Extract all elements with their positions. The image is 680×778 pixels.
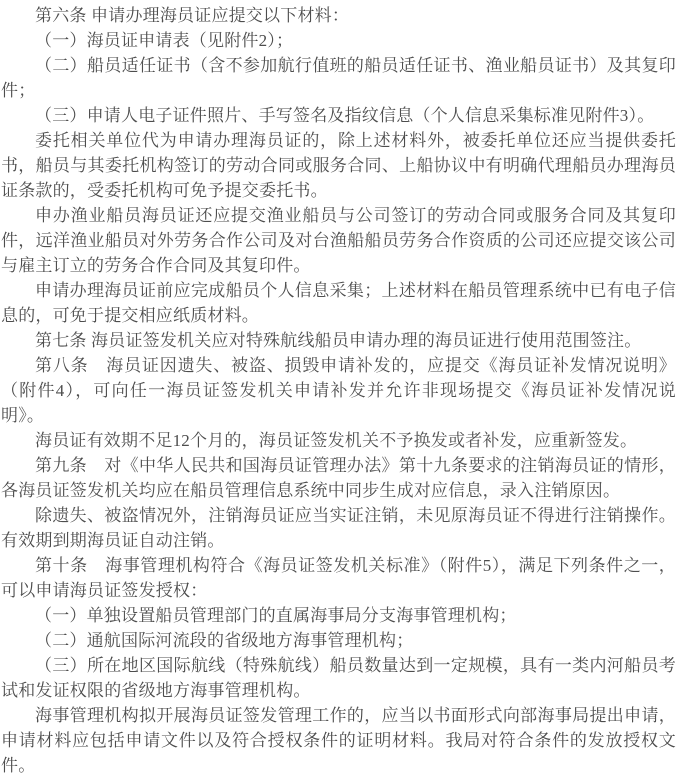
para-validity-12-months: 海员证有效期不足12个月的，海员证签发机关不予换发或者补发，应重新签发。 [35, 431, 638, 450]
article-10: 第十条 海事管理机构符合《海员证签发机关标准》（附件5），满足下列条件之一，可以申请海员证签发授权： [1, 556, 676, 600]
article-10-item-1: （一）单独设置船员管理部门的直属海事局分支海事管理机构； [35, 606, 517, 625]
para-entrusted-units: 委托相关单位代为申请办理海员证的，除上述材料外，被委托单位还应当提供委托书，船员与其委托机构签订的劳动合同或服务合同、上船协议中有明确代理船员办理海员证条款的，受委托机构可免予提交委托书。 [1, 131, 676, 200]
article-6-item-3: （三）申请人电子证件照片、手写签名及指纹信息（个人信息采集标准见附件3）。 [35, 106, 655, 125]
article-7: 第七条 海员证签发机关应对特殊航线船员申请办理的海员证进行使用范围签注。 [35, 331, 642, 350]
para-fishery-seafarers: 申办渔业船员海员证还应提交渔业船员与公司签订的劳动合同或服务合同及其复印件，远洋渔业船员对外劳务合作公司及对台渔船船员劳务合作资质的公司还应提交该公司与雇主订立的劳务合作合同及其复印件。 [1, 206, 676, 275]
article-10-item-2: （二）通航国际河流段的省级地方海事管理机构； [35, 631, 414, 650]
para-authorization-apply: 海事管理机构拟开展海员证签发管理工作的，应当以书面形式向部海事局提出申请，申请材料应包括申请文件以及符合授权条件的证明材料。我局对符合条件的发放授权文件。 [1, 706, 676, 775]
article-6-intro: 第六条 申请办理海员证应提交以下材料： [35, 6, 350, 25]
article-6-item-1: （一）海员证申请表（见附件2）； [35, 31, 294, 50]
article-6-item-2: （二）船员适任证书（含不参加航行值班的船员适任证书、渔业船员证书）及其复印件； [1, 56, 676, 100]
article-8: 第八条 海员证因遗失、被盗、损毁申请补发的，应提交《海员证补发情况说明》（附件4），可向任一海员证签发机关申请补发并允许非现场提交《海员证补发情况说明》。 [1, 356, 676, 425]
para-cancellation: 除遗失、被盗情况外，注销海员证应当实证注销，未见原海员证不得进行注销操作。有效期到期海员证自动注销。 [1, 506, 676, 550]
article-9: 第九条 对《中华人民共和国海员证管理办法》第十九条要求的注销海员证的情形，各海员证签发机关均应在船员管理信息系统中同步生成对应信息，录入注销原因。 [1, 456, 676, 500]
article-10-item-3: （三）所在地区国际航线（特殊航线）船员数量达到一定规模，具有一类内河船员考试和发证权限的省级地方海事管理机构。 [1, 656, 676, 700]
para-info-collection: 申请办理海员证前应完成船员个人信息采集；上述材料在船员管理系统中已有电子信息的，可免于提交相应纸质材料。 [1, 281, 676, 325]
